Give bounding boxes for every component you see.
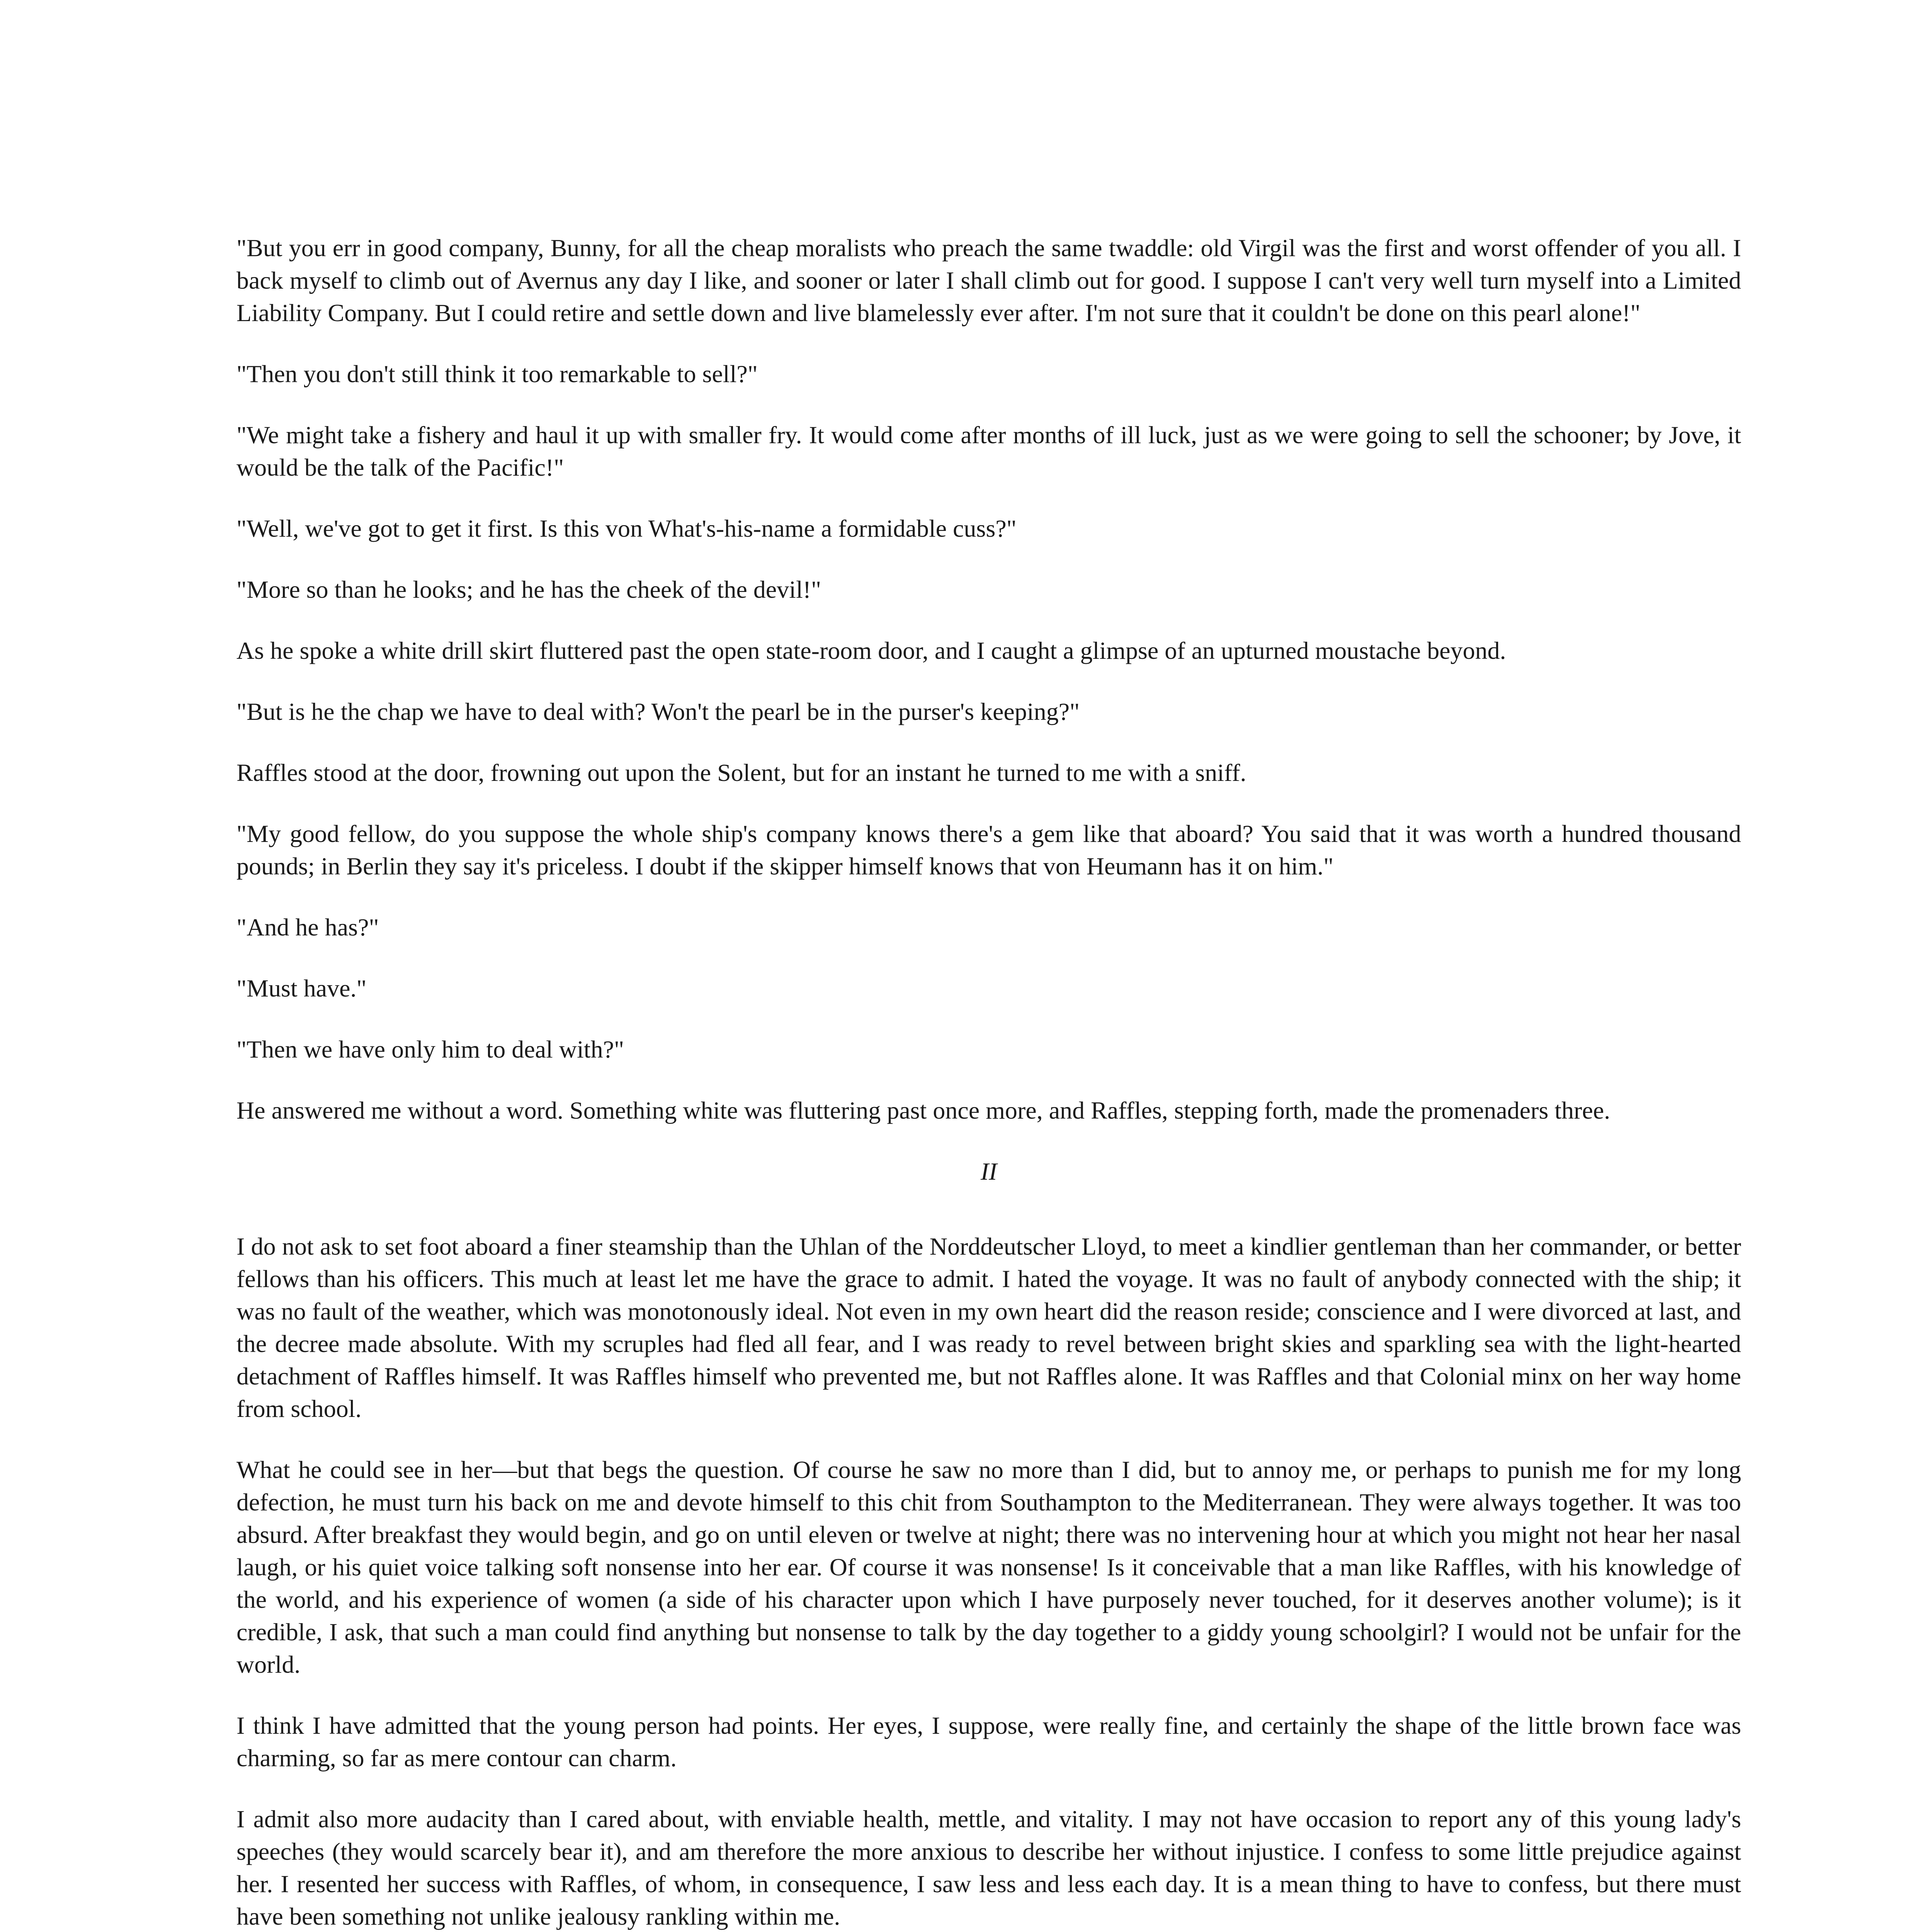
paragraph: "More so than he looks; and he has the cheek of the devil!" [236, 576, 821, 603]
document-body [236, 232, 1741, 1932]
paragraph: As he spoke a white drill skirt fluttered past the open state-room door, and I caught a glimpse of an upturned moustache beyond. [236, 637, 1506, 664]
paragraph: "Must have." [236, 975, 367, 1002]
paragraph: "Then we have only him to deal with?" [236, 1036, 624, 1063]
paragraph: He answered me without a word. Something white was fluttering past once more, and Raffles, stepping forth, made the promenaders three. [236, 1097, 1611, 1124]
paragraph: "Then you don't still think it too remarkable to sell?" [236, 360, 758, 388]
paragraph: "My good fellow, do you suppose the whole ship's company knows there's a gem like that aboard? You said that it was worth a hundred thousand pounds; in Berlin they say it's priceless. I doubt if the skipper himself knows that von Heumann has it on him." [236, 820, 1741, 880]
paragraph: I do not ask to set foot aboard a finer steamship than the Uhlan of the Norddeutscher Lloyd, to meet a kindlier gentleman than her commander, or better fellows than his officers. This much at least let me have the grace to admit. I hated the voyage. It was no fault of anybody connected with the ship; it was no fault of the weather, which was monotonously ideal. Not even in my own heart did the reason reside; conscience and I were divorced at last, and the decree made absolute. With my scruples had fled all fear, and I was ready to revel between bright skies and sparkling sea with the light-hearted detachment of Raffles himself. It was Raffles himself who prevented me, but not Raffles alone. It was Raffles and that Colonial minx on her way home from school. [236, 1233, 1741, 1422]
paragraph: What he could see in her—but that begs the question. Of course he saw no more than I did, but to annoy me, or perhaps to punish me for my long defection, he must turn his back on me and devote himself to this chit from Southampton to the Mediterranean. They were always together. It was too absurd. After breakfast they would begin, and go on until eleven or twelve at night; there was no intervening hour at which you might not hear her nasal laugh, or his quiet voice talking soft nonsense into her ear. Of course it was nonsense! Is it conceivable that a man like Raffles, with his knowledge of the world, and his experience of women (a side of his character upon which I have purposely never touched, for it deserves another volume); is it credible, I ask, that such a man could find anything but nonsense to talk by the day together to a giddy young schoolgirl? I would not be unfair for the world. [236, 1456, 1741, 1678]
paragraph: Raffles stood at the door, frowning out upon the Solent, but for an instant he turned to me with a sniff. [236, 759, 1247, 786]
section-heading: II [980, 1158, 997, 1185]
paragraph: "Well, we've got to get it first. Is this von What's-his-name a formidable cuss?" [236, 515, 1017, 542]
paragraph: "We might take a fishery and haul it up with smaller fry. It would come after months of ill luck, just as we were going to sell the schooner; by Jove, it would be the talk of the Pacific!" [236, 421, 1741, 481]
paragraph: I think I have admitted that the young person had points. Her eyes, I suppose, were really fine, and certainly the shape of the little brown face was charming, so far as mere contour can charm. [236, 1712, 1741, 1772]
paragraph: "And he has?" [236, 913, 379, 941]
paragraph: I admit also more audacity than I cared about, with enviable health, mettle, and vitality. I may not have occasion to report any of this young lady's speeches (they would scarcely bear it), and am therefore the more anxious to describe her without injustice. I confess to some little prejudice against her. I resented her success with Raffles, of whom, in consequence, I saw less and less each day. It is a mean thing to have to confess, but there must have been something not unlike jealousy rankling within me. [236, 1805, 1741, 1930]
paragraph: "But you err in good company, Bunny, for all the cheap moralists who preach the same twaddle: old Virgil was the first and worst offender of you all. I back myself to climb out of Avernus any day I like, and sooner or later I shall climb out for good. I suppose I can't very well turn myself into a Limited Liability Company. But I could retire and settle down and live blamelessly ever after. I'm not sure that it couldn't be done on this pearl alone!" [236, 234, 1741, 327]
paragraph: "But is he the chap we have to deal with? Won't the pearl be in the purser's keeping?" [236, 698, 1080, 725]
